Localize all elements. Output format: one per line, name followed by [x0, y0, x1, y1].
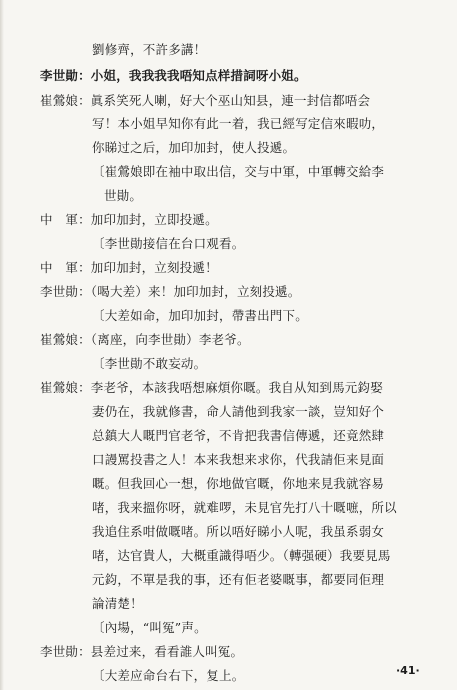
- dialogue-line: 中 軍：加印加封，立刻投遞！: [40, 260, 218, 275]
- text-line: 嘅。但我回心一想，你地做官嘅，你地来見我就容易: [92, 476, 385, 491]
- dialogue-line: 李世勛：（喝大差）来！加印加封，立刻投遞。: [40, 284, 301, 299]
- text-line: 劉修齊，不許多講！: [92, 42, 207, 57]
- stage-direction: 〔李世勛不敢妄动。: [92, 356, 207, 371]
- stage-direction: 〔崔鶯娘即在袖中取出信，交与中軍，中軍轉交給李: [92, 164, 385, 179]
- stage-direction: 〔內場，“叫冤”声。: [92, 620, 207, 635]
- stage-direction: 世勛。: [104, 188, 143, 203]
- binding-edge: [0, 0, 4, 690]
- text-line: 論清楚！: [92, 596, 143, 611]
- dialogue-line: 中 軍：加印加封，立即投遞。: [40, 212, 218, 227]
- dialogue-line: 崔鶯娘：（离座，向李世勛）李老爷。: [40, 332, 250, 347]
- text-line: 总鎮大人嘅門官老爷，不肯把我書信傳遞，还竟然肆: [92, 428, 385, 443]
- text-line: 啫，达官貴人，大概重識得唔少。（轉强硬）我要見馬: [92, 548, 391, 563]
- text-line: 我追住系咁做嘅啫。所以唔好睇小人呢，我虽系弱女: [92, 524, 385, 539]
- text-line: 写！本小姐早知你有此一着，我已經写定信來暇叻，: [92, 116, 385, 131]
- text-line: 口謾罵投書之人！本来我想来求你，代我請佢来見面: [92, 452, 385, 467]
- text-line: 你睇过之后，加印加封，使人投遞。: [92, 140, 296, 155]
- dialogue-line: 崔鶯娘：眞系笑死人喇，好大个巫山知县，連一封信都唔会: [40, 93, 371, 108]
- dialogue-line: 李世勛：小姐，我我我我唔知点样措詞呀小姐。: [40, 68, 307, 83]
- page-number: ·41·: [396, 664, 420, 677]
- dialogue-line: 李世勛：县差过来，看看誰人叫冤。: [40, 644, 244, 659]
- dialogue-line: 崔鶯娘：李老爷，本該我唔想麻煩你嘅。我自从知到馬元鈞娶: [40, 380, 383, 395]
- stage-direction: 〔大差如命，加印加封，帶書出門下。: [92, 308, 308, 323]
- text-line: 啫，我来搵你呀，就难啰，未見官先打八十嘅嗻，所以: [92, 500, 397, 515]
- stage-direction: 〔李世勛接信在台口观看。: [92, 236, 245, 251]
- stage-direction: 〔大差应命台右下，复上。: [92, 668, 245, 683]
- text-line: 元鈞，不單是我的事，还有佢老婆嘅事，都要同佢理: [92, 572, 385, 587]
- text-line: 妻仍在，我就修書，命人請他到我家一談，豈知好个: [92, 404, 385, 419]
